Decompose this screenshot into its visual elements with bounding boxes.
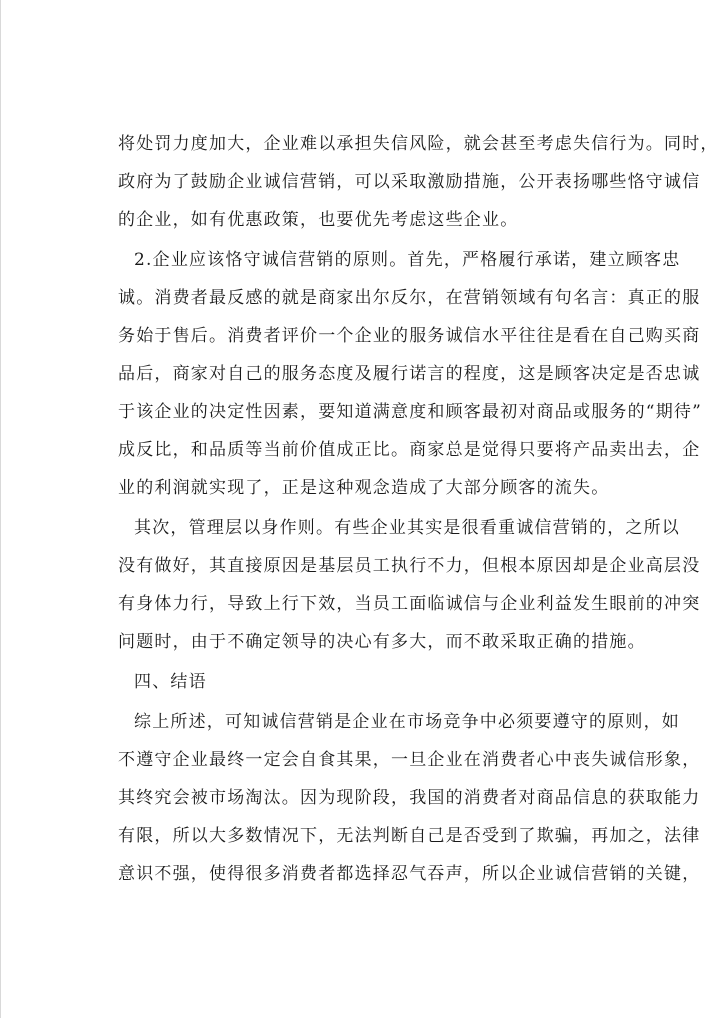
text-line: 于该企业的决定性因素，要知道满意度和顾客最初对商品或服务的“期待” xyxy=(118,402,702,422)
text-line: 将处罚力度加大，企业难以承担失信风险，就会甚至考虑失信行为。同时， xyxy=(118,134,719,154)
text-line: 有限，所以大多数情况下，无法判断自己是否受到了欺骗，再加之，法律 xyxy=(118,826,701,846)
text-line: 政府为了鼓励企业诚信营销，可以采取激励措施，公开表扬哪些恪守诚信 xyxy=(118,172,701,192)
text-line: 业的利润就实现了，正是这种观念造成了大部分顾客的流失。 xyxy=(118,478,610,498)
text-line: 其终究会被市场淘汰。因为现阶段，我国的消费者对商品信息的获取能力 xyxy=(118,788,701,808)
text-line: 不遵守企业最终一定会自食其果，一旦企业在消费者心中丧失诚信形象， xyxy=(118,750,701,770)
text-line: 没有做好，其直接原因是基层员工执行不力，但根本原因却是企业高层没 xyxy=(118,556,701,576)
text-line: 务始于售后。消费者评价一个企业的服务诚信水平往往是看在自己购买商 xyxy=(118,326,701,346)
text-line: 有身体力行，导致上行下效，当员工面临诚信与企业利益发生眼前的冲突 xyxy=(118,594,701,614)
page-edge xyxy=(0,0,1,1018)
text-line: 品后，商家对自己的服务态度及履行诺言的程度，这是顾客决定是否忠诚 xyxy=(118,364,701,384)
paragraph-start-line: 2.企业应该恪守诚信营销的原则。首先，严格履行承诺，建立顾客忠 xyxy=(134,250,681,270)
section-heading: 四、结语 xyxy=(134,672,207,692)
paragraph-start-line: 其次，管理层以身作则。有些企业其实是很看重诚信营销的，之所以 xyxy=(134,518,680,538)
text-line: 诚。消费者最反感的就是商家出尔反尔，在营销领域有句名言：真正的服 xyxy=(118,288,701,308)
text-line: 的企业，如有优惠政策，也要优先考虑这些企业。 xyxy=(118,210,519,230)
text-line: 问题时，由于不确定领导的决心有多大，而不敢采取正确的措施。 xyxy=(118,632,646,652)
paragraph-start-line: 综上所述，可知诚信营销是企业在市场竞争中必须要遵守的原则，如 xyxy=(134,712,680,732)
text-line: 成反比，和品质等当前价值成正比。商家总是觉得只要将产品卖出去，企 xyxy=(118,440,701,460)
text-line: 意识不强，使得很多消费者都选择忍气吞声，所以企业诚信营销的关键， xyxy=(118,864,701,884)
